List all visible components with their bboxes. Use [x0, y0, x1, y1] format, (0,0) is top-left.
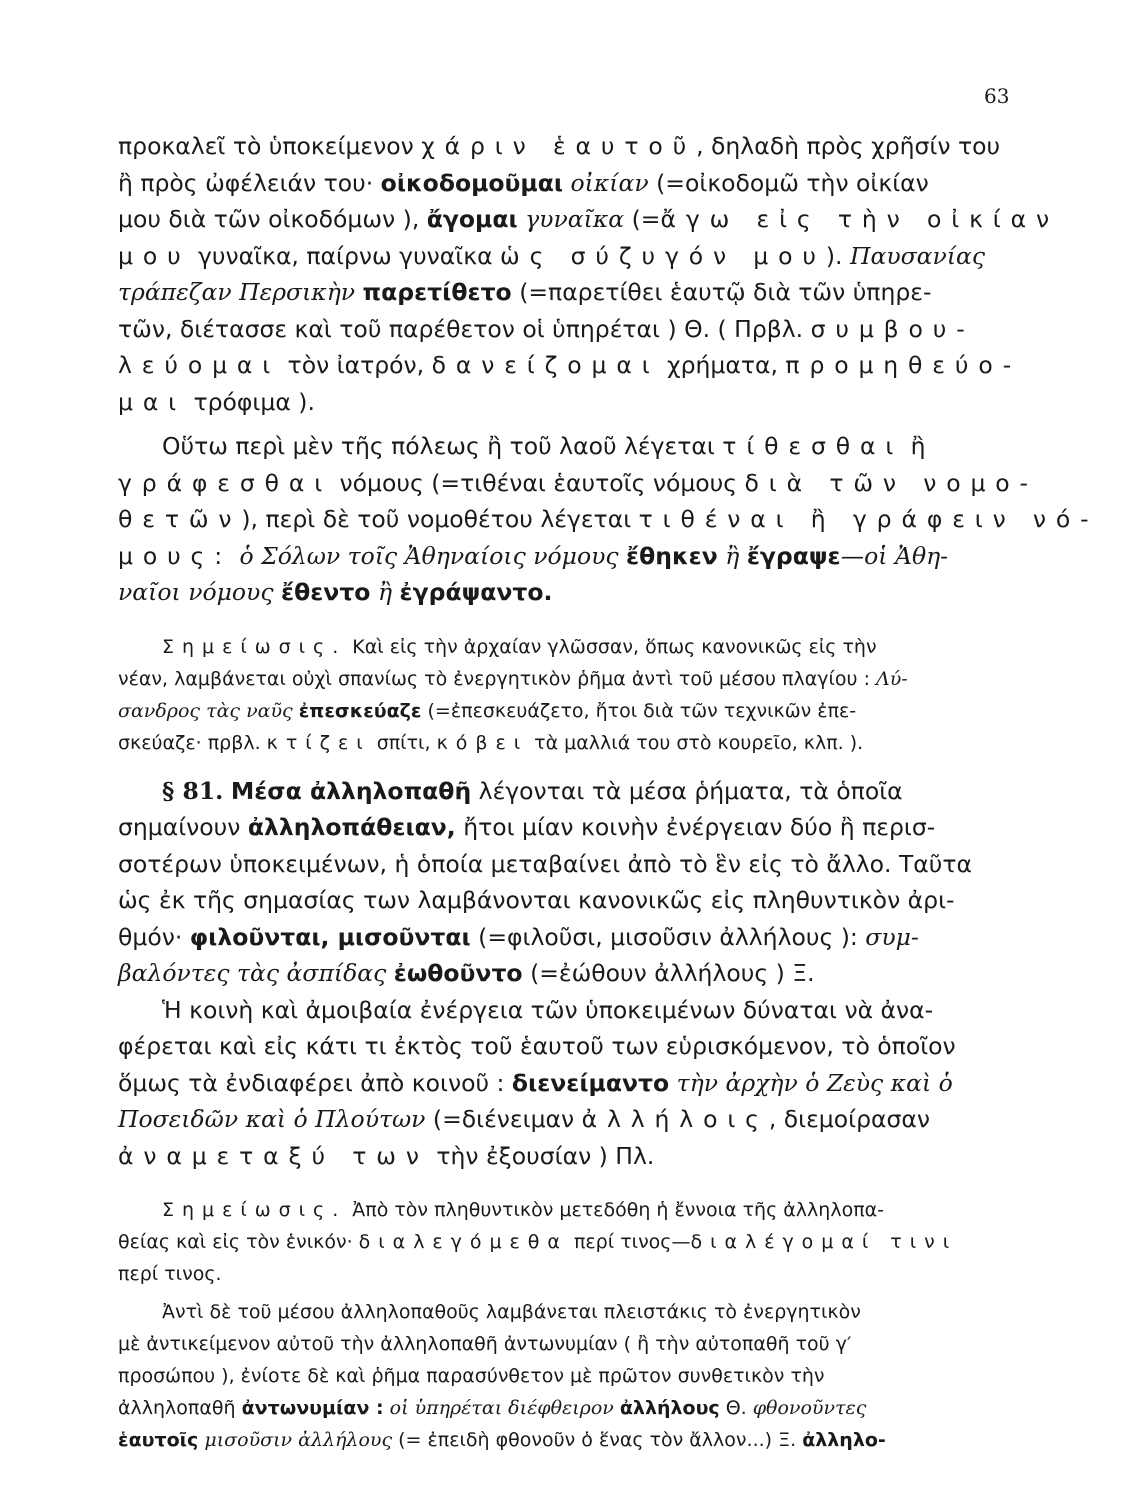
page-body	[118, 128, 1099, 1456]
text-line	[118, 955, 1010, 992]
bold-term: φιλοῦνται, μισοῦνται	[189, 922, 471, 951]
text-line	[118, 128, 1010, 165]
text-run: λέγονται τὰ μέσα ῥήματα, τὰ ὁποῖα	[471, 776, 903, 805]
text-line	[118, 1424, 1010, 1456]
text-line	[118, 574, 1010, 611]
text-run: Οὕτω περὶ μὲν τῆς πόλεως ἢ τοῦ λαοῦ λέγεται	[162, 432, 723, 460]
italic-example: οἰκίαν	[570, 168, 649, 197]
text-run: θμόν·	[118, 922, 190, 951]
italic-example: ἢ	[377, 578, 393, 606]
spaced-text: δανείζομαι	[431, 351, 660, 379]
text-run: ἤτοι μίαν κοινὴν ἐνέργειαν δύο ἢ περισ-	[455, 813, 936, 841]
bold-term: παρετίθετο	[362, 278, 512, 306]
text-line	[118, 1028, 1010, 1065]
text-run	[274, 578, 281, 606]
text-line	[118, 695, 1010, 727]
section-81-body	[118, 773, 1010, 992]
spaced-text: ὡς σύζυγόν μου	[500, 241, 826, 270]
spaced-text: μου	[118, 241, 191, 270]
italic-example: Ποσειδῶν καὶ ὁ Πλούτων	[118, 1105, 426, 1133]
note-active-for-middle	[118, 631, 1010, 759]
spaced-text: Σημείωσις.	[162, 1199, 347, 1221]
text-run: γυναῖκα, παίρνω γυναῖκα	[190, 241, 501, 270]
spaced-text: διαλέγομαί τινι	[690, 1231, 958, 1253]
section-81	[118, 773, 1010, 992]
text-line	[118, 384, 1010, 421]
spaced-text: ἀναμεταξύ των	[118, 1141, 429, 1170]
text-run: (=παρετίθει ἑαυτῷ διὰ τῶν ὑπηρε-	[511, 278, 932, 306]
bold-term: ἄγομαι	[426, 205, 518, 233]
text-line	[118, 992, 1010, 1029]
text-line	[118, 1226, 1010, 1258]
page-number: 63	[984, 84, 1010, 108]
bold-term: ἀλληλοπάθειαν,	[247, 813, 456, 841]
text-run: σοτέρων ὑποκειμένων, ἡ ὁποία μεταβαίνει ἀπὸ τὸ ἓν εἰς τὸ ἄλλο. Ταῦτα	[118, 849, 973, 878]
text-line	[118, 1101, 1010, 1138]
text-run: περί τινος.	[118, 1263, 222, 1285]
spaced-text: χάριν ἑαυτοῦ	[421, 132, 697, 160]
italic-example: ναῖοι νόμους	[118, 578, 274, 606]
text-run: τὴν ἐξουσίαν ) Πλ.	[428, 1141, 655, 1170]
text-run: (=ἐπεσκευάζετο, ἤτοι διὰ τῶν τεχνικῶν ἐπε-	[421, 699, 857, 722]
text-run	[563, 169, 570, 197]
text-run: Καὶ εἰς τὴν ἀρχαίαν γλῶσσαν, ὅπως κανονικῶς εἰς τὴν	[346, 635, 877, 658]
text-line	[118, 274, 1010, 311]
text-run: ἀλληλοπαθῆ	[118, 1397, 242, 1419]
text-run: (=οἰκοδομῶ τὴν οἰκίαν	[648, 168, 929, 197]
bold-term: ἐγράψαντο.	[399, 578, 553, 606]
spaced-text: διὰ τῶν νομο-	[744, 468, 1038, 497]
italic-example: συμ-	[865, 922, 919, 951]
spaced-text: λεύομαι	[118, 351, 281, 379]
italic-example: γυναῖκα	[525, 205, 625, 233]
spaced-text: μαι	[118, 387, 187, 416]
text-line	[118, 538, 1010, 575]
bold-term: ἀλληλο-	[802, 1429, 886, 1451]
text-run: —	[840, 541, 865, 570]
text-line	[118, 1138, 1010, 1175]
spaced-text: συμβου-	[810, 314, 975, 343]
text-run: (=	[624, 205, 661, 233]
text-run: τὰ μαλλιά του στὸ κουρεῖο, κλπ. ).	[528, 731, 864, 754]
text-run: ἢ πρὸς ὠφέλειάν του·	[118, 168, 381, 197]
bold-term: ἀντωνυμίαν :	[241, 1397, 384, 1419]
text-run: (=φιλοῦσι, μισοῦσιν ἀλλήλους ):	[470, 922, 866, 951]
text-run: Ἡ κοινὴ καὶ ἀμοιβαία ἐνέργεια τῶν ὑποκειμένων δύναται νὰ ἀνα-	[162, 995, 934, 1024]
text-run: , διεμοίρασαν	[768, 1105, 931, 1133]
text-run	[392, 578, 399, 606]
text-run: ὅμως τὰ ἐνδιαφέρει ἀπὸ κοινοῦ :	[118, 1068, 512, 1097]
italic-example: βαλόντες τὰς ἀσπίδας	[118, 959, 387, 987]
text-run: νόμους (=τιθέναι ἑαυτοῖς νόμους	[332, 468, 745, 497]
text-run: περί τινος—	[567, 1231, 691, 1253]
text-run	[669, 1069, 676, 1097]
paragraph-shared-action	[118, 992, 1010, 1175]
text-line	[118, 311, 1010, 348]
text-run: προσώπου ), ἐνίοτε δὲ καὶ ῥῆμα παρασύνθετον μὲ πρῶτον συνθετικὸν τὴν	[118, 1365, 825, 1387]
text-line	[118, 1194, 1010, 1226]
italic-example: ἢ	[725, 541, 740, 570]
text-run: ὡς ἐκ τῆς σημασίας των λαμβάνονται κανονικῶς εἰς πληθυντικὸν ἀρι-	[118, 886, 955, 914]
bold-term: ἀλλήλους	[619, 1397, 720, 1419]
italic-example: οἱ ὑπηρέται διέφθειρον	[389, 1397, 614, 1419]
italic-example: ὁ Σόλων τοῖς Ἀθηναίοις νόμους	[239, 541, 619, 570]
spaced-text: κόβει	[436, 731, 529, 754]
bold-term: Μέσα ἀλληλοπαθῆ	[230, 776, 472, 805]
bold-term: ἔθεντο	[281, 578, 371, 606]
text-line	[118, 727, 1010, 759]
text-line	[118, 1392, 1010, 1424]
note-reciprocal-pronoun	[118, 1296, 1010, 1456]
spaced-text: θετῶν	[118, 505, 242, 533]
text-line	[118, 1258, 1010, 1290]
text-run: τῶν, διέτασσε καὶ τοῦ παρέθετον οἱ ὑπηρέται ) Θ. ( Πρβλ.	[118, 314, 811, 343]
text-line	[118, 1360, 1010, 1392]
text-run: σκεύαζε· πρβλ.	[118, 731, 267, 754]
text-run: Θ.	[719, 1397, 753, 1419]
text-run	[619, 542, 626, 570]
section-number: § 81.	[162, 776, 224, 805]
text-line	[118, 631, 1010, 663]
spaced-text: γράφεσθαι	[118, 468, 333, 497]
text-run: (=ἐώθουν ἀλλήλους ) Ξ.	[522, 959, 815, 987]
spaced-text: Σημείωσις.	[162, 635, 347, 658]
text-run: θείας καὶ εἰς τὸν ἑνικόν·	[118, 1231, 359, 1253]
text-run: , δηλαδὴ πρὸς χρῆσίν του	[696, 132, 1001, 160]
note-plural-to-singular	[118, 1194, 1010, 1290]
text-run: φέρεται καὶ εἰς κάτι τι ἐκτὸς τοῦ ἑαυτοῦ των εὑρισκόμενον, τὸ ὁποῖον	[118, 1032, 956, 1060]
text-run: σπίτι,	[370, 731, 437, 754]
text-line	[118, 465, 1038, 502]
bold-term: ἑαυτοῖς	[118, 1429, 199, 1451]
text-line	[118, 1328, 1010, 1360]
text-run: ), περὶ δὲ τοῦ νομοθέτου λέγεται	[241, 505, 639, 533]
italic-example: οἱ Ἀθη-	[864, 541, 949, 570]
text-line	[118, 238, 1010, 275]
text-line	[118, 846, 1010, 883]
text-line	[118, 663, 1010, 695]
spaced-text: τίθεσθαι	[722, 432, 904, 460]
text-run: μου διὰ τῶν οἰκοδόμων ),	[118, 205, 427, 233]
text-run: (= ἐπειδὴ φθονοῦν ὁ ἕνας τὸν ἄλλον...) Ξ.	[392, 1429, 803, 1451]
bold-term: οἰκοδομοῦμαι	[380, 168, 564, 197]
text-run: Ἀντὶ δὲ τοῦ μέσου ἀλληλοπαθοῦς λαμβάνεται πλειστάκις τὸ ἐνεργητικὸν	[162, 1301, 861, 1323]
text-line	[118, 1296, 1010, 1328]
text-run: Ἀπὸ τὸν πληθυντικὸν μετεδόθη ἡ ἔννοια τῆς ἀλληλοπα-	[346, 1199, 885, 1221]
italic-example: σανδρος τὰς ναῦς	[118, 699, 293, 722]
text-line	[118, 201, 1059, 238]
text-line	[118, 428, 1010, 465]
text-run: ).	[825, 241, 850, 270]
spaced-text: τιθέναι ἢ γράφειν νό-	[638, 505, 1099, 533]
text-line	[118, 1065, 1010, 1102]
text-run: προκαλεῖ τὸ ὑποκείμενον	[118, 132, 422, 160]
text-line	[118, 347, 1021, 384]
text-line	[118, 501, 1099, 538]
text-run: χρήματα,	[659, 351, 786, 379]
text-run: ἢ	[903, 432, 926, 460]
bold-term: διενείμαντο	[511, 1068, 670, 1097]
text-run: νέαν, λαμβάνεται οὐχὶ σπανίως τὸ ἐνεργητικὸν ῥῆμα ἀντὶ τοῦ μέσου πλαγίου :	[118, 667, 877, 690]
spaced-text: ἄγω εἰς τὴν οἰκίαν	[660, 205, 1059, 233]
text-line	[118, 882, 1010, 919]
spaced-text: μους:	[118, 541, 232, 570]
text-run	[370, 578, 377, 606]
text-run	[386, 959, 393, 987]
spaced-text: κτίζει	[266, 731, 371, 754]
spaced-text: προμηθεύο-	[785, 351, 1021, 379]
text-run: σημαίνουν	[118, 813, 248, 841]
text-run: μὲ ἀντικείμενον αὐτοῦ τὴν ἀλληλοπαθῆ ἀντωνυμίαν ( ἢ τὴν αὐτοπαθῆ τοῦ γ′	[118, 1333, 852, 1355]
italic-example: φθονοῦντες	[752, 1397, 867, 1419]
text-run: τὸν ἰατρόν,	[280, 351, 432, 379]
italic-example: μισοῦσιν ἀλλήλους	[204, 1429, 393, 1451]
text-run	[355, 278, 362, 306]
bold-term: ἐωθοῦντο	[393, 959, 523, 987]
italic-example: Λύ-	[876, 667, 908, 690]
text-line	[118, 165, 1010, 202]
bold-term: ἐπεσκεύαζε	[298, 699, 422, 722]
bold-term: ἔγραψε	[746, 541, 841, 570]
spaced-text: ἀλλήλοις	[581, 1105, 769, 1133]
text-run: τρόφιμα ).	[186, 387, 315, 416]
text-line	[118, 809, 1010, 846]
text-line	[118, 919, 1010, 956]
italic-example: Παυσανίας	[849, 241, 986, 270]
spaced-text: διαλεγόμεθα	[358, 1231, 568, 1253]
text-line	[118, 773, 1010, 810]
paragraph-laws	[118, 428, 1099, 611]
text-run: (=διένειμαν	[425, 1105, 582, 1133]
paragraph-intro	[118, 128, 1059, 420]
text-run	[739, 542, 746, 570]
italic-example: τράπεζαν Περσικὴν	[118, 278, 356, 306]
italic-example: τὴν ἀρχὴν ὁ Ζεὺς καὶ ὁ	[676, 1068, 953, 1097]
bold-term: ἔθηκεν	[626, 541, 718, 570]
